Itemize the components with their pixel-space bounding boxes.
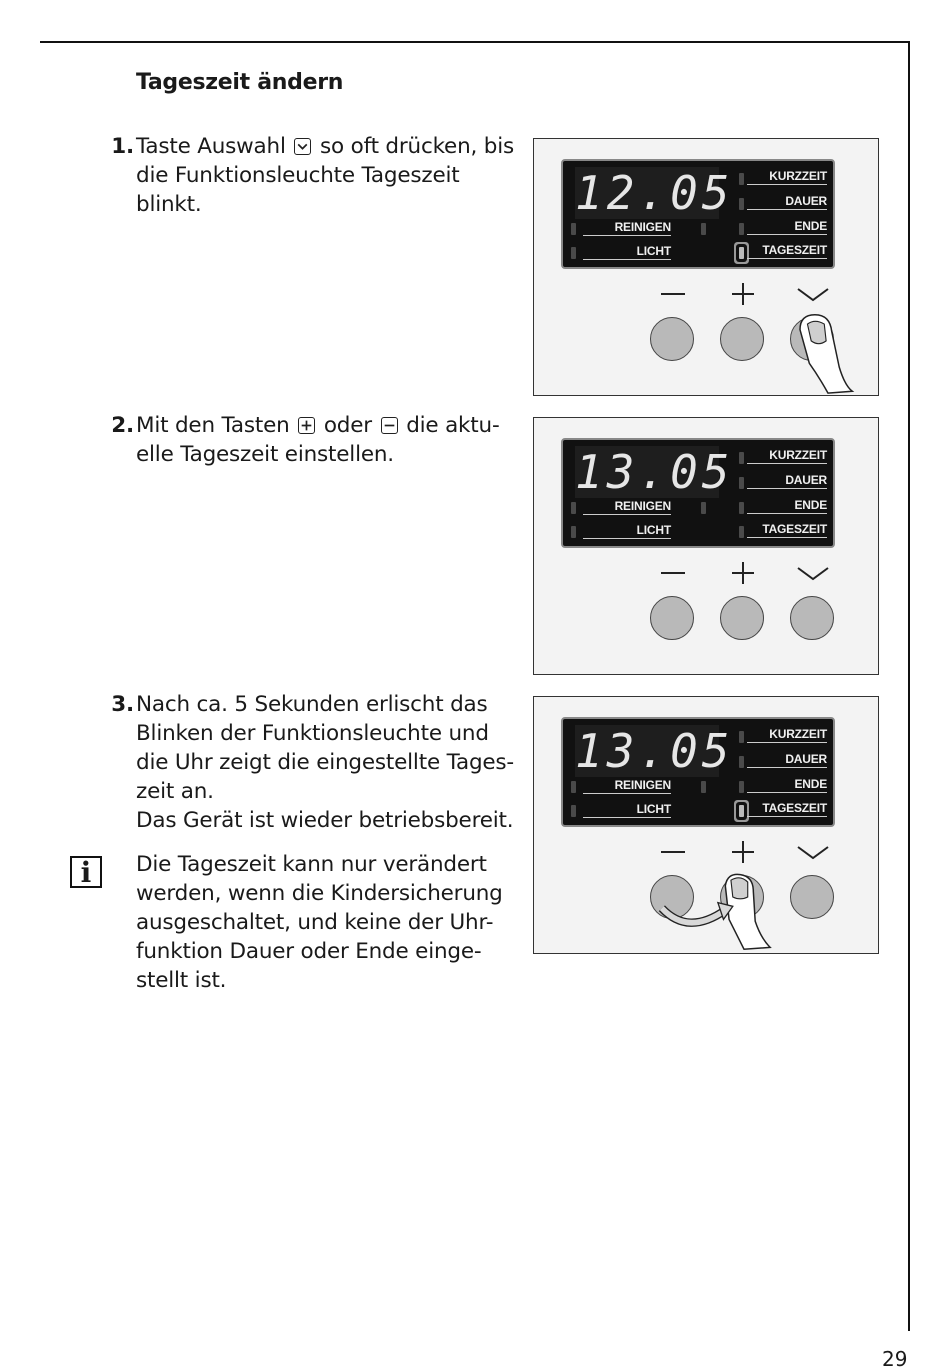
label-reinigen: REINIGEN xyxy=(583,220,671,236)
step-text: zeit an. xyxy=(136,779,214,804)
select-button[interactable] xyxy=(790,596,834,640)
step-text: Taste Auswahl xyxy=(136,134,286,159)
select-key-icon xyxy=(294,138,311,155)
step-text: Das Gerät ist wieder betriebsbereit. xyxy=(136,808,514,833)
select-button[interactable] xyxy=(790,317,834,361)
label-kurzzeit: KURZZEIT xyxy=(747,448,827,464)
plus-button[interactable] xyxy=(720,317,764,361)
minus-icon xyxy=(658,282,688,306)
top-rule xyxy=(40,41,910,43)
step-2 xyxy=(104,411,524,469)
led-dauer xyxy=(739,477,744,489)
step-1 xyxy=(104,132,524,219)
minus-key-icon xyxy=(381,417,398,434)
led-tageszeit xyxy=(739,247,744,259)
step-text: Mit den Tasten xyxy=(136,413,290,438)
led-reinigen-right xyxy=(701,223,706,235)
led-licht xyxy=(571,247,576,259)
info-icon: i xyxy=(70,856,102,888)
label-kurzzeit: KURZZEIT xyxy=(747,727,827,743)
label-tageszeit: TAGESZEIT xyxy=(747,522,827,538)
control-panel-diagram-2 xyxy=(533,417,879,675)
note-text: Die Tageszeit kann nur verändert xyxy=(136,852,487,877)
led-kurzzeit xyxy=(739,731,744,743)
led-tageszeit xyxy=(739,526,744,538)
led-dauer xyxy=(739,756,744,768)
select-button[interactable] xyxy=(790,875,834,919)
chevron-down-icon xyxy=(796,282,830,306)
minus-button[interactable] xyxy=(650,875,694,919)
label-ende: ENDE xyxy=(747,777,827,793)
time-display: 13.05 xyxy=(575,724,734,778)
step-text: die Funktionsleuchte Tageszeit xyxy=(136,163,460,188)
minus-button[interactable] xyxy=(650,317,694,361)
chevron-down-icon xyxy=(796,840,830,864)
label-ende: ENDE xyxy=(747,498,827,514)
step-text: blinkt. xyxy=(136,192,202,217)
led-licht xyxy=(571,805,576,817)
label-tageszeit: TAGESZEIT xyxy=(747,801,827,817)
label-tageszeit: TAGESZEIT xyxy=(747,243,827,259)
label-dauer: DAUER xyxy=(747,194,827,210)
plus-button[interactable] xyxy=(720,596,764,640)
note-text: funktion Dauer oder Ende einge- xyxy=(136,939,482,964)
step-3 xyxy=(104,690,524,835)
minus-icon xyxy=(658,840,688,864)
step-number: 1. xyxy=(111,134,134,159)
display-panel xyxy=(561,159,835,269)
plus-key-icon xyxy=(298,417,315,434)
time-display: 13.05 xyxy=(575,445,734,499)
led-dauer xyxy=(739,198,744,210)
step-number: 3. xyxy=(111,692,134,717)
led-reinigen xyxy=(571,502,576,514)
label-dauer: DAUER xyxy=(747,473,827,489)
step-text: elle Tageszeit einstellen. xyxy=(136,442,394,467)
label-kurzzeit: KURZZEIT xyxy=(747,169,827,185)
label-reinigen: REINIGEN xyxy=(583,778,671,794)
minus-button[interactable] xyxy=(650,596,694,640)
led-kurzzeit xyxy=(739,452,744,464)
step-text: oder xyxy=(323,413,372,438)
led-reinigen-right xyxy=(701,781,706,793)
label-ende: ENDE xyxy=(747,219,827,235)
label-licht: LICHT xyxy=(583,802,671,818)
note-text: stellt ist. xyxy=(136,968,227,993)
plus-button[interactable] xyxy=(720,875,764,919)
step-text: die Uhr zeigt die eingestellte Tages- xyxy=(136,750,514,775)
control-panel-diagram-3 xyxy=(533,696,879,954)
step-text: so oft drücken, bis xyxy=(320,134,514,159)
step-text: die aktu- xyxy=(406,413,500,438)
page-number: 29 xyxy=(882,1347,908,1371)
label-dauer: DAUER xyxy=(747,752,827,768)
note-text: werden, wenn die Kindersicherung xyxy=(136,881,503,906)
step-text: Blinken der Funktionsleuchte und xyxy=(136,721,489,746)
led-licht xyxy=(571,526,576,538)
chevron-down-icon xyxy=(796,561,830,585)
step-number: 2. xyxy=(111,413,134,438)
plus-icon xyxy=(728,561,758,585)
led-reinigen xyxy=(571,223,576,235)
minus-icon xyxy=(658,561,688,585)
note-text: ausgeschaltet, und keine der Uhr- xyxy=(136,910,494,935)
led-reinigen-right xyxy=(701,502,706,514)
control-panel-diagram-1 xyxy=(533,138,879,396)
led-kurzzeit xyxy=(739,173,744,185)
led-tageszeit xyxy=(739,805,744,817)
label-licht: LICHT xyxy=(583,244,671,260)
time-display: 12.05 xyxy=(575,166,734,220)
plus-icon xyxy=(728,282,758,306)
display-panel xyxy=(561,438,835,548)
right-rule xyxy=(908,41,910,1331)
led-ende xyxy=(739,502,744,514)
led-reinigen xyxy=(571,781,576,793)
display-panel xyxy=(561,717,835,827)
info-note xyxy=(136,850,516,995)
label-reinigen: REINIGEN xyxy=(583,499,671,515)
plus-icon xyxy=(728,840,758,864)
led-ende xyxy=(739,781,744,793)
led-ende xyxy=(739,223,744,235)
step-text: Nach ca. 5 Sekunden erlischt das xyxy=(136,692,488,717)
section-heading: Tageszeit ändern xyxy=(136,70,344,95)
label-licht: LICHT xyxy=(583,523,671,539)
